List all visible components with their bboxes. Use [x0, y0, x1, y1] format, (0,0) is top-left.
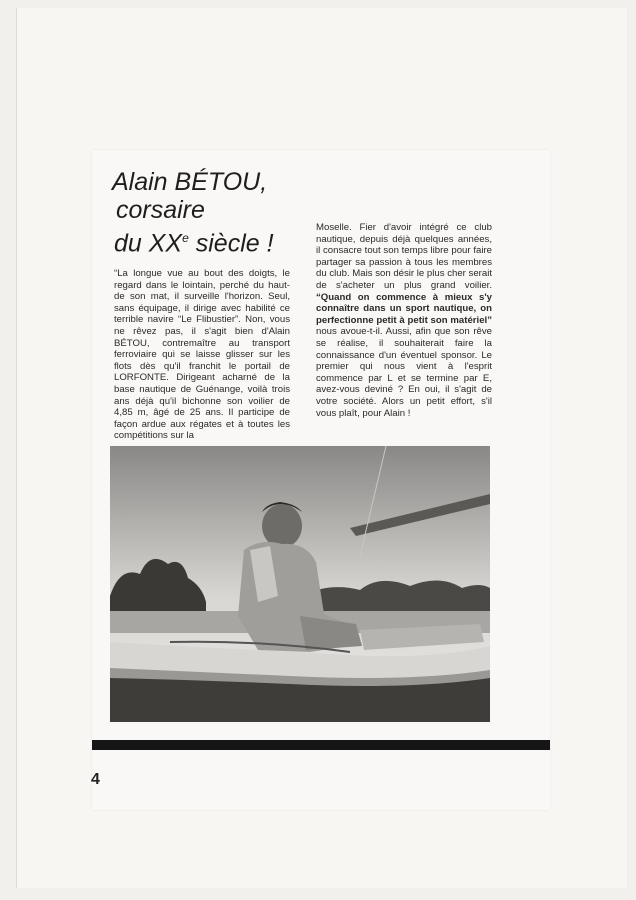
- title-line-3-pre: du XX: [114, 229, 183, 258]
- footer-rule: [92, 740, 550, 750]
- title-line-1: Alain BÉTOU,: [112, 168, 268, 196]
- paragraph-1: Moselle. Fier d'avoir intégré ce club nautique, depuis déjà quelques années, il consacre tout son temps libre pour faire partager sa passion à tous les membres du club. Mais son désir le plus cher serait de s'acheter un plus grand voilier.: [316, 222, 492, 291]
- sailboat-photo-illustration: [110, 446, 490, 722]
- title-line-2: corsaire: [116, 196, 205, 224]
- title-superscript: e: [182, 231, 189, 245]
- article-column-left: “La longue vue au bout des doigts, le regard dans le lointain, perché du haut-de son mat, il surveille l'horizon. Seul, sans équipage, il dirige avec habilité ce terrible navire “Le Flibustier”. Non, vous ne rêvez pas, il s'agit bien d'Alain BÉTOU, contremaître au transport ferroviaire qui se laisse glisser sur les flots dès qu'il franchit le portail de LORFONTE. Dirigeant acharné de la base nautique de Guénange, voilà trois ans déjà qu'il bichonne son voilier de 4,85 m, âgé de 25 ans. Il participe de façon ardue aux régates et à toutes les compétitions sur la: [114, 268, 290, 442]
- page-number: 4: [91, 771, 100, 788]
- pull-quote: “Quand on commence à mieux s'y connaître dans un sport nautique, on perfectionne petit à petit son matériel”: [316, 291, 492, 326]
- article-title: [112, 168, 274, 257]
- article-column-right: [316, 222, 492, 419]
- paragraph-2: nous avoue-t-il. Aussi, afin que son rêve se réalise, il souhaiterait faire la connaissance d'un éventuel sponsor. Le premier qui nous vient à l'esprit commence par L et se termine par E, avez-vous deviné ? En oui, il s'agit de votre société. Alors un petit effort, s'il vous plaît, pour Alain !: [316, 326, 492, 419]
- article-photo: [110, 446, 490, 722]
- title-line-3-post: siècle !: [188, 229, 274, 258]
- bleed-through-text: [296, 158, 326, 228]
- title-line-3: [112, 224, 274, 257]
